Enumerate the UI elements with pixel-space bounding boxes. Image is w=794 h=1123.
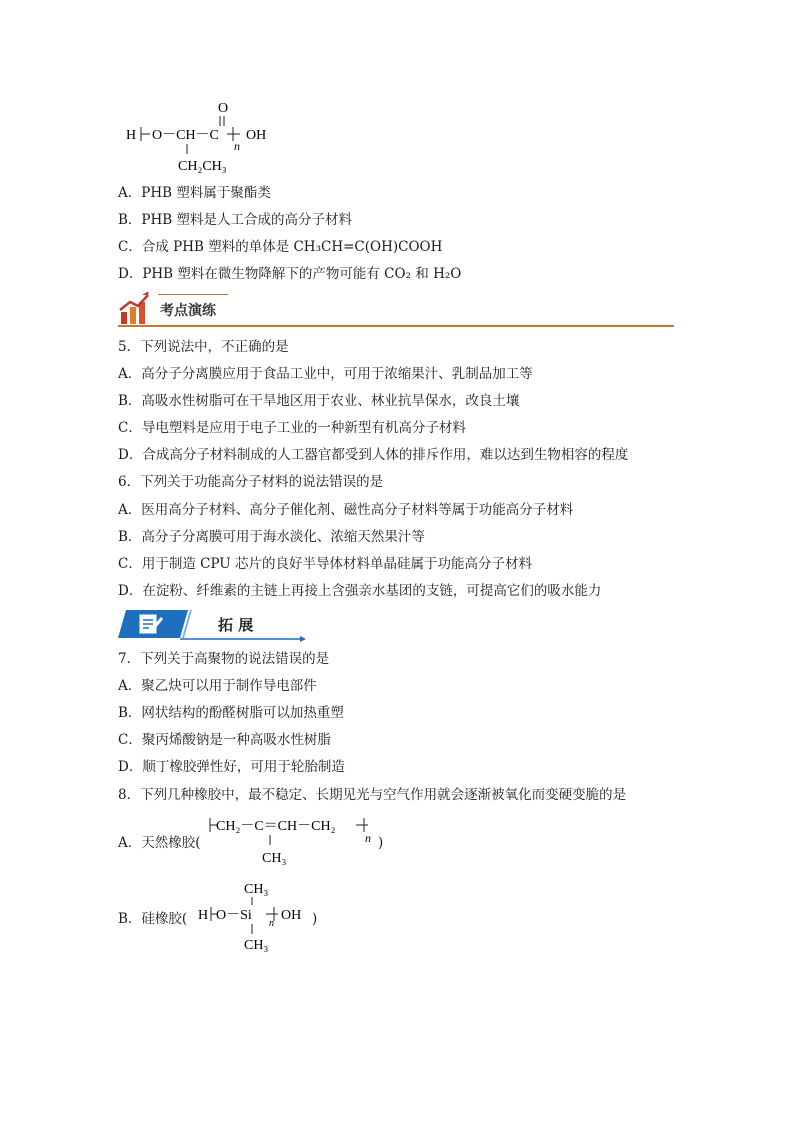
natural-rubber-sub: n bbox=[365, 831, 371, 845]
q7-stem: 7．下列关于高聚物的说法错误的是 bbox=[118, 651, 330, 667]
q6-option-c: C．用于制造 CPU 芯片的良好半导体材料单晶硅属于功能高分子材料 bbox=[118, 556, 532, 572]
natural-rubber-svg bbox=[206, 810, 386, 870]
silicone-rubber-svg bbox=[194, 876, 324, 956]
q5-stem: 5．下列说法中，不正确的是 bbox=[118, 339, 289, 355]
silicone-sub: n bbox=[269, 918, 274, 929]
section-tuozhan-banner bbox=[118, 608, 308, 642]
phb-branch: CH₂CH₃ bbox=[178, 159, 227, 174]
section-kaodian-rule bbox=[118, 325, 674, 327]
natural-rubber-main: CH₂－C＝CH－CH₂ bbox=[216, 819, 336, 834]
silicone-right: OH bbox=[281, 908, 302, 923]
pre-option-c: C．合成 PHB 塑料的单体是 CH₃CH=C(OH)COOH bbox=[118, 239, 443, 255]
q6-option-a: A．医用高分子材料、高分子催化剂、磁性高分子材料等属于功能高分子材料 bbox=[118, 502, 574, 518]
q5-option-d: D．合成高分子材料制成的人工器官都受到人体的排斥作用，难以达到生物相容的程度 bbox=[118, 447, 629, 463]
section-kaodian bbox=[118, 292, 678, 328]
section-kaodian-topline bbox=[158, 294, 228, 295]
silicone-top: CH₃ bbox=[244, 882, 269, 897]
phb-formula-svg bbox=[122, 98, 292, 178]
phb-carbonyl: O bbox=[218, 101, 229, 116]
q6-stem: 6．下列关于功能高分子材料的说法错误的是 bbox=[118, 474, 384, 490]
section-kaodian-title: 考点演练 bbox=[160, 303, 216, 319]
natural-rubber-branch: CH₃ bbox=[262, 851, 287, 866]
q5-option-b: B．高吸水性树脂可在干旱地区用于农业、林业抗旱保水，改良土壤 bbox=[118, 393, 520, 409]
phb-sub: n bbox=[234, 139, 240, 153]
phb-left: H bbox=[126, 128, 137, 143]
phb-formula bbox=[122, 98, 292, 178]
q5-option-c: C．导电塑料是应用于电子工业的一种新型有机高分子材料 bbox=[118, 420, 466, 436]
chart-growth-icon bbox=[118, 292, 158, 326]
pre-option-d: D．PHB 塑料在微生物降解下的产物可能有 CO₂ 和 H₂O bbox=[118, 266, 462, 282]
q8-option-a-close: ) bbox=[378, 835, 384, 851]
pre-option-b: B．PHB 塑料是人工合成的高分子材料 bbox=[118, 212, 352, 228]
q7-option-d: D．顺丁橡胶弹性好，可用于轮胎制造 bbox=[118, 759, 345, 775]
phb-chain: O－CH－C bbox=[152, 128, 219, 143]
q7-option-b: B．网状结构的酚醛树脂可以加热重塑 bbox=[118, 705, 344, 721]
silicone-left: H bbox=[198, 908, 209, 923]
section-tuozhan-title: 拓 展 bbox=[218, 616, 254, 634]
q8-stem: 8．下列几种橡胶中，最不稳定、长期见光与空气作用就会逐渐被氧化而变硬变脆的是 bbox=[118, 787, 627, 803]
silicone-chain: O－Si bbox=[216, 908, 252, 923]
section-tuozhan bbox=[118, 608, 308, 644]
silicone-rubber-formula bbox=[194, 876, 324, 956]
natural-rubber-formula bbox=[206, 810, 386, 870]
q6-option-b: B．高分子分离膜可用于海水淡化、浓缩天然果汁等 bbox=[118, 529, 425, 545]
q8-option-b-label: B．硅橡胶( bbox=[118, 911, 188, 927]
q5-option-a: A．高分子分离膜应用于食品工业中，可用于浓缩果汁、乳制品加工等 bbox=[118, 366, 533, 382]
q7-option-a: A．聚乙炔可以用于制作导电部件 bbox=[118, 678, 317, 694]
q7-option-c: C．聚丙烯酸钠是一种高吸水性树脂 bbox=[118, 732, 331, 748]
q6-option-d: D．在淀粉、纤维素的主链上再接上含强亲水基团的支链，可提高它们的吸水能力 bbox=[118, 583, 602, 599]
silicone-bottom: CH₃ bbox=[244, 938, 269, 953]
phb-right: OH bbox=[246, 128, 267, 143]
q8-option-a-label: A．天然橡胶( bbox=[118, 835, 201, 851]
q8-option-b-close: ) bbox=[312, 911, 318, 927]
pre-option-a: A．PHB 塑料属于聚酯类 bbox=[118, 185, 271, 201]
